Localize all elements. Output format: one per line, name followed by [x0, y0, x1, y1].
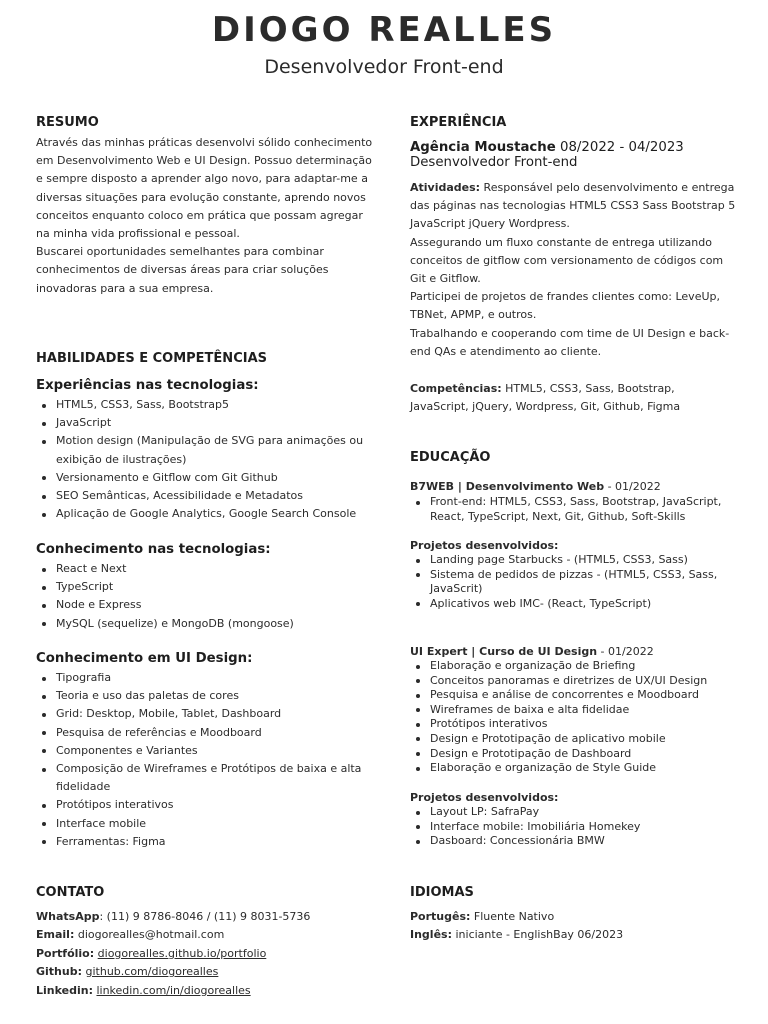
uiexpert-name: UI Expert | Curso de UI Design	[410, 645, 598, 658]
portugues-label: Portugês:	[410, 910, 471, 923]
github-link[interactable]: github.com/diogorealles	[85, 965, 219, 978]
list-item: Ferramentas: Figma	[56, 833, 382, 851]
linkedin-link[interactable]: linkedin.com/in/diogorealles	[96, 984, 251, 997]
list-item: Wireframes de baixa e alta fidelidae	[430, 703, 748, 718]
list-item: Pesquisa e análise de concorrentes e Moodboard	[430, 688, 748, 703]
list-item: Teoria e uso das paletas de cores	[56, 687, 382, 705]
contact-whatsapp	[36, 910, 310, 923]
b7web-projetos-title: Projetos desenvolvidos:	[410, 539, 559, 552]
contact-github	[36, 965, 218, 978]
list-item: Design e Prototipação de Dashboard	[430, 747, 748, 762]
list-item: Elaboração e organização de Briefing	[430, 659, 748, 674]
list-item: Landing page Starbucks - (HTML5, CSS3, Sass)	[430, 553, 748, 568]
resumo-text	[36, 134, 376, 298]
list-item: Aplicação de Google Analytics, Google Search Console	[56, 505, 382, 523]
list-item: Design e Prototipação de aplicativo mobile	[430, 732, 748, 747]
list-item: MySQL (sequelize) e MongoDB (mongoose)	[56, 615, 382, 633]
ui-design-title: Conhecimento em UI Design:	[36, 651, 253, 666]
list-item: Componentes e Variantes	[56, 742, 382, 760]
list-item: Interface mobile: Imobiliária Homekey	[430, 820, 748, 835]
conhecimento-tecnologias-list	[36, 560, 382, 633]
idioma-portugues	[410, 910, 554, 923]
ingles-label: Inglês:	[410, 928, 452, 941]
uiexpert-heading	[410, 645, 654, 658]
list-item: Dasboard: Concessionária BMW	[430, 834, 748, 849]
b7web-name: B7WEB | Desenvolvimento Web	[410, 480, 605, 493]
list-item: React e Next	[56, 560, 382, 578]
portfolio-link[interactable]: diogorealles.github.io/portfolio	[97, 947, 267, 960]
competencias-text: HTML5, CSS3, Sass, Bootstrap, JavaScript, jQuery, Wordpress, Git, Github, Figma	[410, 382, 681, 414]
contact-portfolio	[36, 947, 266, 960]
idiomas-title: IDIOMAS	[410, 885, 474, 900]
job-competencias	[410, 380, 736, 416]
atividades-text: Responsável pelo desenvolvimento e entrega das páginas nas tecnologias HTML5 CSS3 Sass Bootstrap 5 JavaScript jQuery Wordpress.	[410, 181, 736, 231]
job-paragraph-2: Assegurando um fluxo constante de entrega utilizando conceitos de gitflow com versionamento de códigos com Git e Gitflow.	[410, 235, 724, 286]
resumo-title: RESUMO	[36, 115, 99, 130]
list-item: Protótipos interativos	[56, 796, 382, 814]
list-item: JavaScript	[56, 414, 382, 432]
github-label: Github:	[36, 965, 82, 978]
job-paragraph-4: Trabalhando e cooperando com time de UI Design e back-end QAs e atendimento ao cliente.	[410, 326, 730, 358]
list-item: Pesquisa de referências e Moodboard	[56, 724, 382, 742]
competencias-label: Competências:	[410, 382, 502, 395]
b7web-projetos-list	[410, 553, 748, 611]
list-item: Front-end: HTML5, CSS3, Sass, Bootstrap, JavaScript, React, TypeScript, Next, Git, Github, Soft-Skills	[430, 495, 748, 524]
list-item: Motion design (Manipulação de SVG para animações ou exibição de ilustrações)	[56, 432, 382, 468]
portfolio-label: Portfólio:	[36, 947, 95, 960]
list-item: Composição de Wireframes e Protótipos de baixa e alta fidelidade	[56, 760, 382, 796]
list-item: Elaboração e organização de Style Guide	[430, 761, 748, 776]
linkedin-label: Linkedin:	[36, 984, 93, 997]
email-label: Email:	[36, 928, 75, 941]
list-item: Conceitos panoramas e diretrizes de UX/UI Design	[430, 674, 748, 689]
whatsapp-label: WhatsApp	[36, 910, 100, 923]
email-value: diogorealles@hotmail.com	[74, 928, 225, 941]
habilidades-title: HABILIDADES E COMPETÊNCIAS	[36, 351, 267, 366]
conhecimento-tecnologias-title: Conhecimento nas tecnologias:	[36, 542, 271, 557]
uiexpert-projetos-list	[410, 805, 748, 849]
list-item: Sistema de pedidos de pizzas - (HTML5, CSS3, Sass, JavaScrit)	[430, 568, 748, 597]
list-item: HTML5, CSS3, Sass, Bootstrap5	[56, 396, 382, 414]
experiencias-tecnologias-list	[36, 396, 382, 523]
list-item: Protótipos interativos	[430, 717, 748, 732]
list-item: TypeScript	[56, 578, 382, 596]
list-item: Aplicativos web IMC- (React, TypeScript)	[430, 597, 748, 612]
b7web-date: - 01/2022	[604, 480, 661, 493]
resumo-paragraph-2: Buscarei oportunidades semelhantes para combinar conhecimentos de diversas áreas para criar soluções inovadoras para a sua empresa.	[36, 245, 329, 295]
contato-title: CONTATO	[36, 885, 105, 900]
uiexpert-date: - 01/2022	[597, 645, 654, 658]
list-item: Interface mobile	[56, 815, 382, 833]
educacao-title: EDUCAÇÃO	[410, 450, 491, 465]
ingles-value: iniciante - EnglishBay 06/2023	[451, 928, 624, 941]
b7web-heading	[410, 480, 661, 493]
uiexpert-list	[410, 659, 748, 776]
job-description	[410, 179, 736, 361]
resume-name: DIOGO REALLES	[211, 10, 557, 50]
contact-linkedin	[36, 984, 251, 997]
ui-design-list	[36, 669, 382, 851]
experiencia-title: EXPERIÊNCIA	[410, 115, 507, 130]
job-role: Desenvolvedor Front-end	[410, 155, 578, 170]
job-company: Agência Moustache	[410, 140, 556, 155]
contact-email	[36, 928, 224, 941]
list-item: Layout LP: SafraPay	[430, 805, 748, 820]
list-item: Versionamento e Gitflow com Git Github	[56, 469, 382, 487]
job-header	[410, 136, 684, 155]
job-atividades	[410, 179, 736, 234]
uiexpert-projetos-title: Projetos desenvolvidos:	[410, 791, 559, 804]
resumo-paragraph-1: Através das minhas práticas desenvolvi sólido conhecimento em Desenvolvimento Web e UI Design. Possuo determinação e sempre disposto a aprender algo novo, para adaptar-me a diversas situações para evolução constante, aprendo novos conceitos enquanto coloco em prática que possam agregar na minha vida profissional e pessoal.	[36, 136, 373, 241]
list-item: Tipografia	[56, 669, 382, 687]
whatsapp-value: : (11) 9 8786-8046 / (11) 9 8031-5736	[99, 910, 311, 923]
job-dates: 08/2022 - 04/2023	[555, 140, 684, 155]
job-paragraph-3: Participei de projetos de frandes clientes como: LeveUp, TBNet, APMP, e outros.	[410, 290, 720, 322]
atividades-label: Atividades:	[410, 181, 481, 194]
b7web-list	[410, 495, 748, 524]
idioma-ingles	[410, 928, 623, 941]
resume-role: Desenvolvedor Front-end	[264, 56, 504, 78]
portugues-value: Fluente Nativo	[470, 910, 555, 923]
list-item: Node e Express	[56, 596, 382, 614]
list-item: Grid: Desktop, Mobile, Tablet, Dashboard	[56, 705, 382, 723]
experiencias-tecnologias-title: Experiências nas tecnologias:	[36, 378, 259, 393]
list-item: SEO Semânticas, Acessibilidade e Metadatos	[56, 487, 382, 505]
